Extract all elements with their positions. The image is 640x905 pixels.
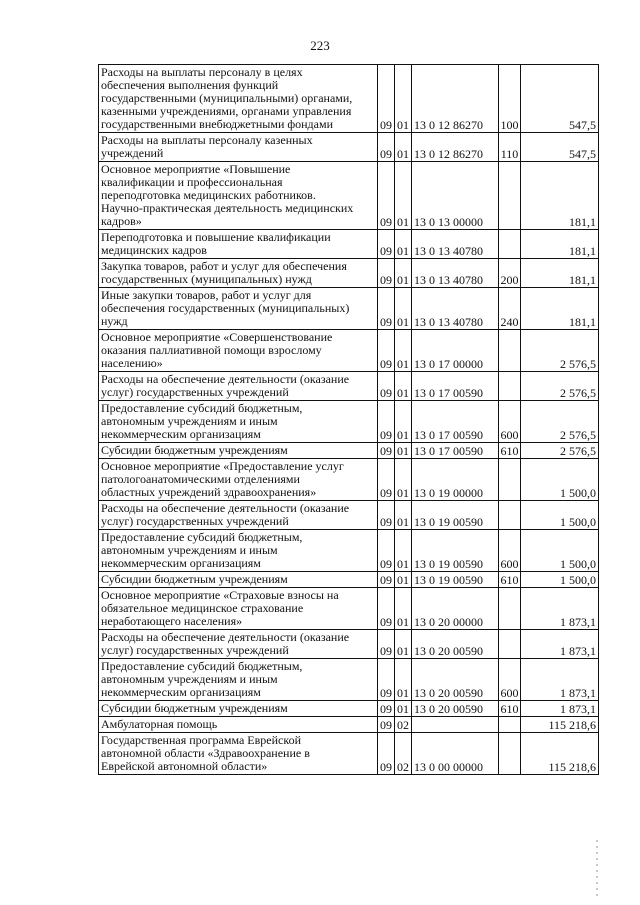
section-code-cell: 09 (378, 501, 395, 530)
subsection-code-cell: 01 (395, 572, 412, 588)
target-article-code-cell: 13 0 19 00000 (412, 459, 499, 501)
expense-type-code-cell: 240 (499, 288, 521, 330)
table-row (99, 659, 599, 701)
row-name-cell (99, 459, 378, 501)
section-code-cell: 09 (378, 288, 395, 330)
table-row (99, 133, 599, 162)
amount-cell: 181,1 (521, 230, 599, 259)
row-name-text: Переподготовка и повышение квалификации медицинских кадров (101, 230, 331, 257)
section-code-cell: 09 (378, 733, 395, 775)
target-article-code-cell: 13 0 20 00590 (412, 701, 499, 717)
amount-cell: 1 873,1 (521, 701, 599, 717)
subsection-code-cell: 01 (395, 330, 412, 372)
section-code-cell: 09 (378, 65, 395, 133)
table-row (99, 588, 599, 630)
target-article-code-cell: 13 0 17 00590 (412, 443, 499, 459)
row-name-text: Расходы на выплаты персоналу казенных учреждений (101, 133, 313, 160)
target-article-code-cell: 13 0 13 00000 (412, 162, 499, 230)
amount-cell: 2 576,5 (521, 330, 599, 372)
target-article-code-cell: 13 0 17 00000 (412, 330, 499, 372)
expense-type-code-cell: 600 (499, 401, 521, 443)
amount-cell: 1 500,0 (521, 572, 599, 588)
row-name-text: Расходы на обеспечение деятельности (оказание услуг) государственных учреждений (101, 372, 350, 399)
row-name-text: Государственная программа Еврейской автономной области «Здравоохранение в Еврейской автономной области» (101, 733, 310, 773)
amount-cell: 115 218,6 (521, 717, 599, 733)
table-row (99, 501, 599, 530)
row-name-cell (99, 65, 378, 133)
row-name-text: Закупка товаров, работ и услуг для обеспечения государственных (муниципальных) нужд (101, 259, 347, 286)
table-row (99, 288, 599, 330)
expense-type-code-cell (499, 330, 521, 372)
subsection-code-cell: 01 (395, 530, 412, 572)
table-row (99, 162, 599, 230)
subsection-code-cell: 01 (395, 701, 412, 717)
expense-type-code-cell: 610 (500, 573, 519, 587)
amount-cell: 1 873,1 (521, 659, 599, 701)
subsection-code-cell: 01 (395, 401, 412, 443)
row-name-cell (99, 701, 378, 717)
target-article-code-cell: 13 0 19 00590 (412, 501, 499, 530)
row-name-text: Субсидии бюджетным учреждениям (101, 443, 288, 457)
row-name-cell (99, 372, 378, 401)
table-row (99, 259, 599, 288)
section-code-cell: 09 (378, 133, 395, 162)
row-name-cell (99, 717, 378, 733)
page-number: 223 (310, 38, 330, 53)
row-name-text: Основное мероприятие «Совершенствование оказания паллиативной помощи взрослому населению» (101, 330, 333, 370)
row-name-text: Субсидии бюджетным учреждениям (101, 701, 288, 715)
subsection-code-cell: 02 (395, 733, 412, 775)
table-row (99, 459, 599, 501)
table-row (99, 630, 599, 659)
expense-type-code-cell: 110 (499, 133, 521, 162)
amount-cell: 181,1 (521, 162, 599, 230)
expense-type-code-cell (499, 733, 521, 775)
expense-type-code-cell (499, 630, 521, 659)
row-name-cell (99, 530, 378, 572)
expense-type-code-cell (499, 459, 521, 501)
subsection-code-cell: 01 (395, 288, 412, 330)
amount-cell: 2 576,5 (521, 372, 599, 401)
subsection-code-cell: 01 (395, 630, 412, 659)
subsection-code-cell: 01 (395, 659, 412, 701)
section-code-cell: 09 (378, 372, 395, 401)
subsection-code-cell: 01 (395, 65, 412, 133)
table-row (99, 717, 599, 733)
expense-type-code-cell (499, 372, 521, 401)
subsection-code-cell: 01 (395, 443, 412, 459)
target-article-code-cell (412, 717, 499, 733)
subsection-code-cell: 02 (395, 717, 412, 733)
expense-type-code-cell (499, 588, 521, 630)
expense-type-code-cell (499, 162, 521, 230)
row-name-text: Основное мероприятие «Предоставление услуг патологоанатомическими отделениями областных учреждений здравоохранения» (101, 459, 344, 499)
expense-type-code-cell: 100 (499, 65, 521, 133)
target-article-code-cell: 13 0 19 00590 (412, 530, 499, 572)
table-row (99, 330, 599, 372)
expense-type-code-cell (499, 230, 521, 259)
subsection-code-cell: 01 (395, 459, 412, 501)
row-name-cell (99, 259, 378, 288)
row-name-cell (99, 133, 378, 162)
expense-type-code-cell: 600 (499, 659, 521, 701)
expense-type-code-cell (499, 717, 521, 733)
row-name-text: Предоставление субсидий бюджетным, автономным учреждениям и иным некоммерческим организациям (101, 659, 303, 699)
amount-cell: 1 500,0 (521, 501, 599, 530)
target-article-code-cell: 13 0 19 00590 (412, 572, 499, 588)
amount-cell: 115 218,6 (521, 733, 599, 775)
subsection-code-cell: 01 (395, 501, 412, 530)
expense-type-code-cell: 610 (500, 444, 519, 458)
section-code-cell: 09 (378, 659, 395, 701)
expense-type-code-cell: 200 (499, 259, 521, 288)
table-row (99, 572, 599, 588)
budget-table (98, 64, 599, 775)
subsection-code-cell: 01 (395, 133, 412, 162)
section-code-cell: 09 (378, 572, 395, 588)
row-name-text: Расходы на обеспечение деятельности (оказание услуг) государственных учреждений (101, 501, 350, 528)
subsection-code-cell: 01 (395, 162, 412, 230)
row-name-cell (99, 630, 378, 659)
row-name-cell (99, 659, 378, 701)
row-name-cell (99, 401, 378, 443)
row-name-cell (99, 572, 378, 588)
section-code-cell: 09 (378, 230, 395, 259)
row-name-text: Расходы на обеспечение деятельности (оказание услуг) государственных учреждений (101, 630, 350, 657)
row-name-text: Предоставление субсидий бюджетным, автономным учреждениям и иным некоммерческим организациям (101, 530, 303, 570)
row-name-text: Амбулаторная помощь (101, 717, 218, 731)
section-code-cell: 09 (378, 630, 395, 659)
amount-cell: 181,1 (521, 288, 599, 330)
expense-type-code-cell: 610 (500, 702, 519, 716)
target-article-code-cell: 13 0 20 00000 (412, 588, 499, 630)
amount-cell: 1 500,0 (521, 530, 599, 572)
section-code-cell: 09 (378, 330, 395, 372)
subsection-code-cell: 01 (395, 230, 412, 259)
expense-type-code-cell: 600 (499, 530, 521, 572)
table-row (99, 65, 599, 133)
row-name-text: Иные закупки товаров, работ и услуг для обеспечения государственных (муниципальных) нужд (101, 288, 350, 328)
table-row (99, 733, 599, 775)
amount-cell: 1 873,1 (521, 630, 599, 659)
row-name-cell (99, 162, 378, 230)
amount-cell: 2 576,5 (521, 401, 599, 443)
section-code-cell: 09 (378, 530, 395, 572)
section-code-cell: 09 (378, 588, 395, 630)
section-code-cell: 09 (378, 259, 395, 288)
row-name-text: Предоставление субсидий бюджетным, автономным учреждениям и иным некоммерческим организациям (101, 401, 303, 441)
row-name-text: Расходы на выплаты персоналу в целях обеспечения выполнения функций государственными (муниципальными) органами, казенными учреждениями, органами управления государственными внебюджетными фондами (101, 65, 353, 131)
row-name-text: Основное мероприятие «Страховые взносы на обязательное медицинское страхование неработающего населения» (101, 588, 339, 628)
target-article-code-cell: 13 0 17 00590 (412, 372, 499, 401)
target-article-code-cell: 13 0 00 00000 (412, 733, 499, 775)
target-article-code-cell: 13 0 17 00590 (412, 401, 499, 443)
row-name-cell (99, 501, 378, 530)
amount-cell: 181,1 (521, 259, 599, 288)
amount-cell: 547,5 (521, 65, 599, 133)
amount-cell: 1 873,1 (521, 588, 599, 630)
row-name-cell (99, 230, 378, 259)
row-name-cell (99, 443, 378, 459)
table-row (99, 401, 599, 443)
amount-cell: 2 576,5 (521, 443, 599, 459)
row-name-cell (99, 733, 378, 775)
margin-mark (595, 838, 599, 898)
expense-type-code-cell (499, 501, 521, 530)
amount-cell: 547,5 (521, 133, 599, 162)
target-article-code-cell: 13 0 12 86270 (412, 133, 499, 162)
table-row (99, 701, 599, 717)
target-article-code-cell: 13 0 13 40780 (412, 288, 499, 330)
target-article-code-cell: 13 0 20 00590 (412, 659, 499, 701)
section-code-cell: 09 (378, 717, 395, 733)
target-article-code-cell: 13 0 12 86270 (412, 65, 499, 133)
target-article-code-cell: 13 0 13 40780 (412, 230, 499, 259)
target-article-code-cell: 13 0 20 00590 (412, 630, 499, 659)
row-name-cell (99, 588, 378, 630)
table-row (99, 230, 599, 259)
section-code-cell: 09 (378, 162, 395, 230)
table-row (99, 443, 599, 459)
row-name-cell (99, 288, 378, 330)
section-code-cell: 09 (378, 401, 395, 443)
table-body (99, 65, 599, 775)
section-code-cell: 09 (378, 443, 395, 459)
subsection-code-cell: 01 (395, 259, 412, 288)
subsection-code-cell: 01 (395, 588, 412, 630)
table-row (99, 372, 599, 401)
amount-cell: 1 500,0 (521, 459, 599, 501)
table-row (99, 530, 599, 572)
subsection-code-cell: 01 (395, 372, 412, 401)
target-article-code-cell: 13 0 13 40780 (412, 259, 499, 288)
section-code-cell: 09 (378, 459, 395, 501)
section-code-cell: 09 (378, 701, 395, 717)
row-name-text: Субсидии бюджетным учреждениям (101, 572, 288, 586)
row-name-text: Основное мероприятие «Повышение квалификации и профессиональная переподготовка медицинских работников. Научно-практическая деятельность медицинских кадров» (101, 162, 354, 228)
row-name-cell (99, 330, 378, 372)
